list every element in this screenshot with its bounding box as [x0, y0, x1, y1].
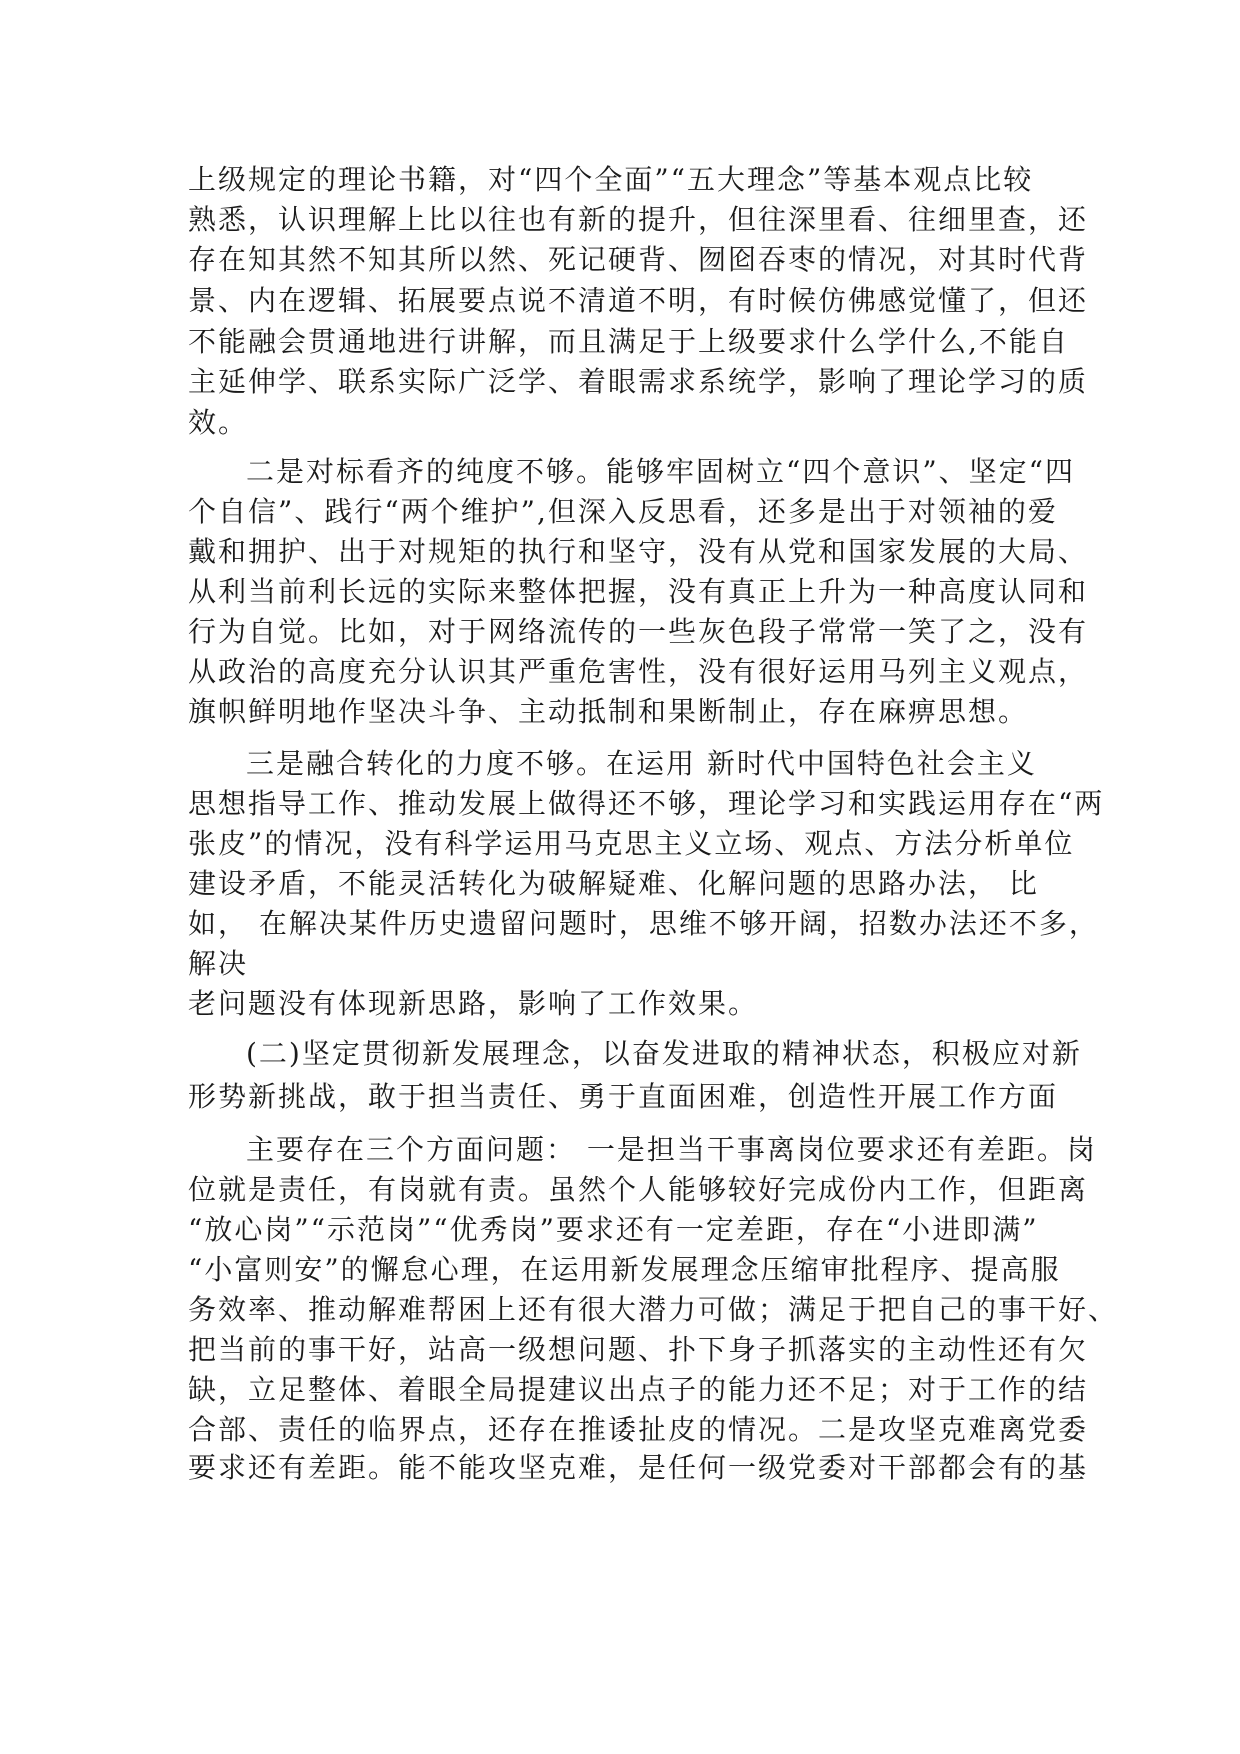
- paragraph-3-line-2: 思想指导工作、推动发展上做得还不够，理论学习和实践运用存在“两: [188, 787, 1105, 820]
- paragraph-1-line-5: 不能融会贯通地进行讲解，而且满足于上级要求什么学什么,不能自: [188, 325, 1069, 358]
- paragraph-3-line-6: 解决: [188, 947, 249, 980]
- paragraph-2-line-6: 从政治的高度充分认识其严重危害性，没有很好运用马列主义观点，: [188, 655, 1089, 688]
- paragraph-5-line-4: “小富则安”的懈怠心理，在运用新发展理念压缩审批程序、提高服: [188, 1253, 1061, 1286]
- paragraph-1-line-1: 上级规定的理论书籍，对“四个全面”“五大理念”等基本观点比较: [188, 163, 1034, 196]
- paragraph-3-line-5: 如， 在解决某件历史遗留问题时，思维不够开阔，招数办法还不多，: [188, 907, 1099, 940]
- paragraph-1-line-4: 景、内在逻辑、拓展要点说不清道不明，有时候仿佛感觉懂了，但还: [188, 284, 1089, 317]
- paragraph-1-line-6: 主延伸学、联系实际广泛学、着眼需求系统学，影响了理论学习的质: [188, 365, 1089, 398]
- paragraph-3-line-1: 三是融合转化的力度不够。在运用 新时代中国特色社会主义: [246, 747, 1037, 780]
- paragraph-2-line-4: 从利当前利长远的实际来整体把握，没有真正上升为一种高度认同和: [188, 575, 1089, 608]
- paragraph-1-line-2: 熟悉，认识理解上比以往也有新的提升，但往深里看、往细里查，还: [188, 203, 1089, 236]
- paragraph-3-line-7: 老问题没有体现新思路，影响了工作效果。: [188, 987, 759, 1020]
- paragraph-5-line-2: 位就是责任，有岗就有责。虽然个人能够较好完成份内工作，但距离: [188, 1173, 1089, 1206]
- paragraph-3-line-4: 建设矛盾，不能灵活转化为破解疑难、化解问题的思路办法， 比: [188, 867, 1039, 900]
- paragraph-5-line-8: 合部、责任的临界点，还存在推诿扯皮的情况。二是攻坚克难离党委: [188, 1413, 1089, 1446]
- paragraph-5-line-3: “放心岗”“示范岗”“优秀岗”要求还有一定差距，存在“小进即满”: [188, 1213, 1039, 1246]
- paragraph-3-line-3: 张皮”的情况，没有科学运用马克思主义立场、观点、方法分析单位: [188, 827, 1075, 860]
- section-heading-line-2: 形势新挑战，敢于担当责任、勇于直面困难，创造性开展工作方面: [188, 1080, 1059, 1113]
- paragraph-2-line-3: 戴和拥护、出于对规矩的执行和坚守，没有从党和国家发展的大局、: [188, 535, 1089, 568]
- paragraph-5-line-1: 主要存在三个方面问题： 一是担当干事离岗位要求还有差距。岗: [246, 1133, 1097, 1166]
- paragraph-2-line-7: 旗帜鲜明地作坚决斗争、主动抵制和果断制止，存在麻痹思想。: [188, 695, 1029, 728]
- paragraph-1-line-7: 效。: [188, 406, 249, 439]
- paragraph-5-line-6: 把当前的事干好，站高一级想问题、扑下身子抓落实的主动性还有欠: [188, 1333, 1089, 1366]
- paragraph-5-line-5: 务效率、推动解难帮困上还有很大潜力可做；满足于把自己的事干好、: [188, 1293, 1119, 1326]
- paragraph-5-line-7: 缺，立足整体、着眼全局提建议出点子的能力还不足；对于工作的结: [188, 1373, 1089, 1406]
- paragraph-2-line-2: 个自信”、践行“两个维护”,但深入反思看，还多是出于对领袖的爱: [188, 495, 1058, 528]
- paragraph-5-line-9: 要求还有差距。能不能攻坚克难，是任何一级党委对干部都会有的基: [188, 1451, 1089, 1484]
- paragraph-2-line-1: 二是对标看齐的纯度不够。能够牢固树立“四个意识”、坚定“四: [246, 455, 1075, 488]
- paragraph-2-line-5: 行为自觉。比如，对于网络流传的一些灰色段子常常一笑了之，没有: [188, 615, 1089, 648]
- section-heading-line-1: (二)坚定贯彻新发展理念，以奋发进取的精神状态，积极应对新: [246, 1037, 1082, 1070]
- paragraph-1-line-3: 存在知其然不知其所以然、死记硬背、囫囵吞枣的情况，对其时代背: [188, 243, 1089, 276]
